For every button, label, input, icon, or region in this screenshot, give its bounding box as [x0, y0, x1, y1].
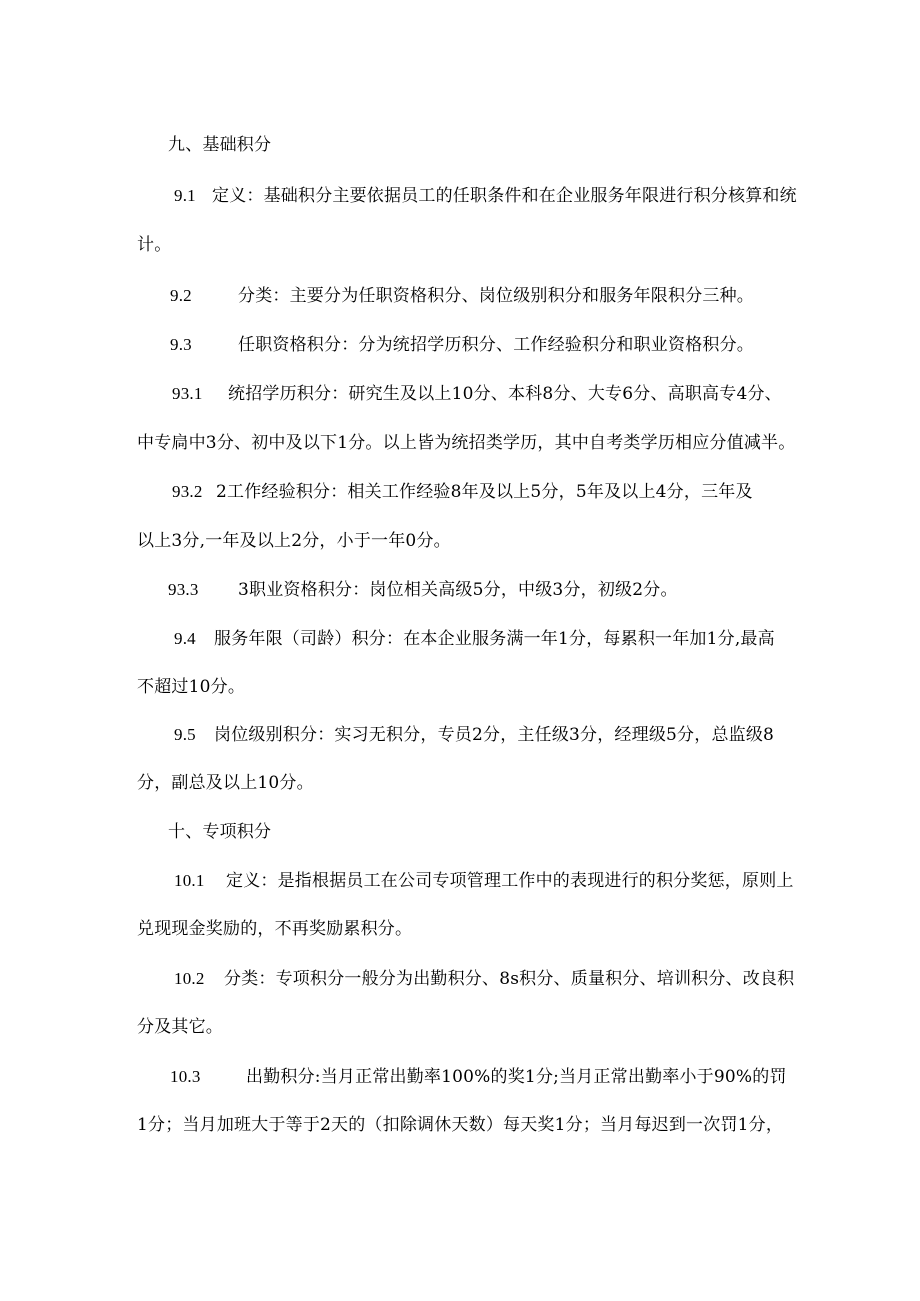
item-93-1-continuation: 中专扃中3分、初中及以下1分。以上皆为统招类学历，其中自考类学历相应分值减半。: [137, 433, 796, 453]
item-9-1: [174, 184, 797, 208]
item-10-2: [174, 967, 794, 991]
item-text: 统招学历积分：研究生及以上10分、本科8分、大专6分、高职高专4分、: [228, 384, 782, 404]
item-9-5-continuation: 分，副总及以上10分。: [137, 773, 314, 793]
item-text: 服务年限（司龄）积分：在本企业服务满一年1分，每累积一年加1分,最高: [214, 629, 775, 649]
item-text: 3职业资格积分：岗位相关高级5分，中级3分，初级2分。: [238, 580, 678, 600]
item-9-5: [174, 723, 774, 747]
item-9-4-continuation: 不超过10分。: [137, 677, 246, 697]
item-number: 9.3: [170, 335, 192, 354]
item-text: 分类：专项积分一般分为出勤积分、8s积分、质量积分、培训积分、改良积: [224, 969, 795, 989]
item-10-3: [170, 1065, 787, 1089]
item-93-2-continuation: 以上3分,一年及以上2分，小于一年0分。: [137, 531, 451, 551]
item-10-1: [174, 869, 794, 893]
section-heading-9: 九、基础积分: [168, 135, 272, 155]
item-9-1-continuation: 计。: [137, 235, 172, 255]
item-10-1-continuation: 兑现现金奖励的，不再奖励累积分。: [137, 919, 413, 939]
item-number: 93.2: [172, 482, 203, 501]
item-number: 10.1: [174, 871, 205, 890]
item-number: 10.2: [174, 969, 205, 988]
item-text: 分类：主要分为任职资格积分、岗位级别积分和服务年限积分三种。: [238, 286, 754, 306]
item-number: 10.3: [170, 1067, 201, 1086]
item-93-2: [172, 480, 753, 504]
item-9-2: [170, 284, 754, 308]
item-93-3: [168, 578, 678, 602]
item-number: 9.1: [174, 186, 196, 205]
item-text: 任职资格积分：分为统招学历积分、工作经验积分和职业资格积分。: [238, 335, 754, 355]
item-text: 定义：基础积分主要依据员工的任职条件和在企业服务年限进行积分核算和统: [212, 186, 797, 206]
item-text: 2工作经验积分：相关工作经验8年及以上5分，5年及以上4分，三年及: [216, 482, 753, 502]
item-text: 定义：是指根据员工在公司专项管理工作中的表现进行的积分奖惩，原则上: [226, 871, 794, 891]
item-number: 9.2: [170, 286, 192, 305]
item-9-3: [170, 333, 754, 357]
item-10-2-continuation: 分及其它。: [137, 1017, 223, 1037]
item-number: 93.3: [168, 580, 199, 599]
section-heading-10: 十、专项积分: [168, 822, 272, 842]
item-text: 出勤积分:当月正常出勤率100%的奖1分;当月正常出勤率小于90%的罚: [246, 1067, 787, 1087]
item-9-4: [174, 627, 775, 651]
item-10-3-continuation: 1分；当月加班大于等于2天的（扣除调休天数）每天奖1分；当月每迟到一次罚1分，: [137, 1115, 784, 1135]
item-93-1: [172, 382, 782, 406]
item-number: 9.4: [174, 629, 196, 648]
item-number: 93.1: [172, 384, 203, 403]
item-number: 9.5: [174, 725, 196, 744]
item-text: 岗位级别积分：实习无积分，专员2分，主任级3分，经理级5分，总监级8: [214, 725, 775, 745]
